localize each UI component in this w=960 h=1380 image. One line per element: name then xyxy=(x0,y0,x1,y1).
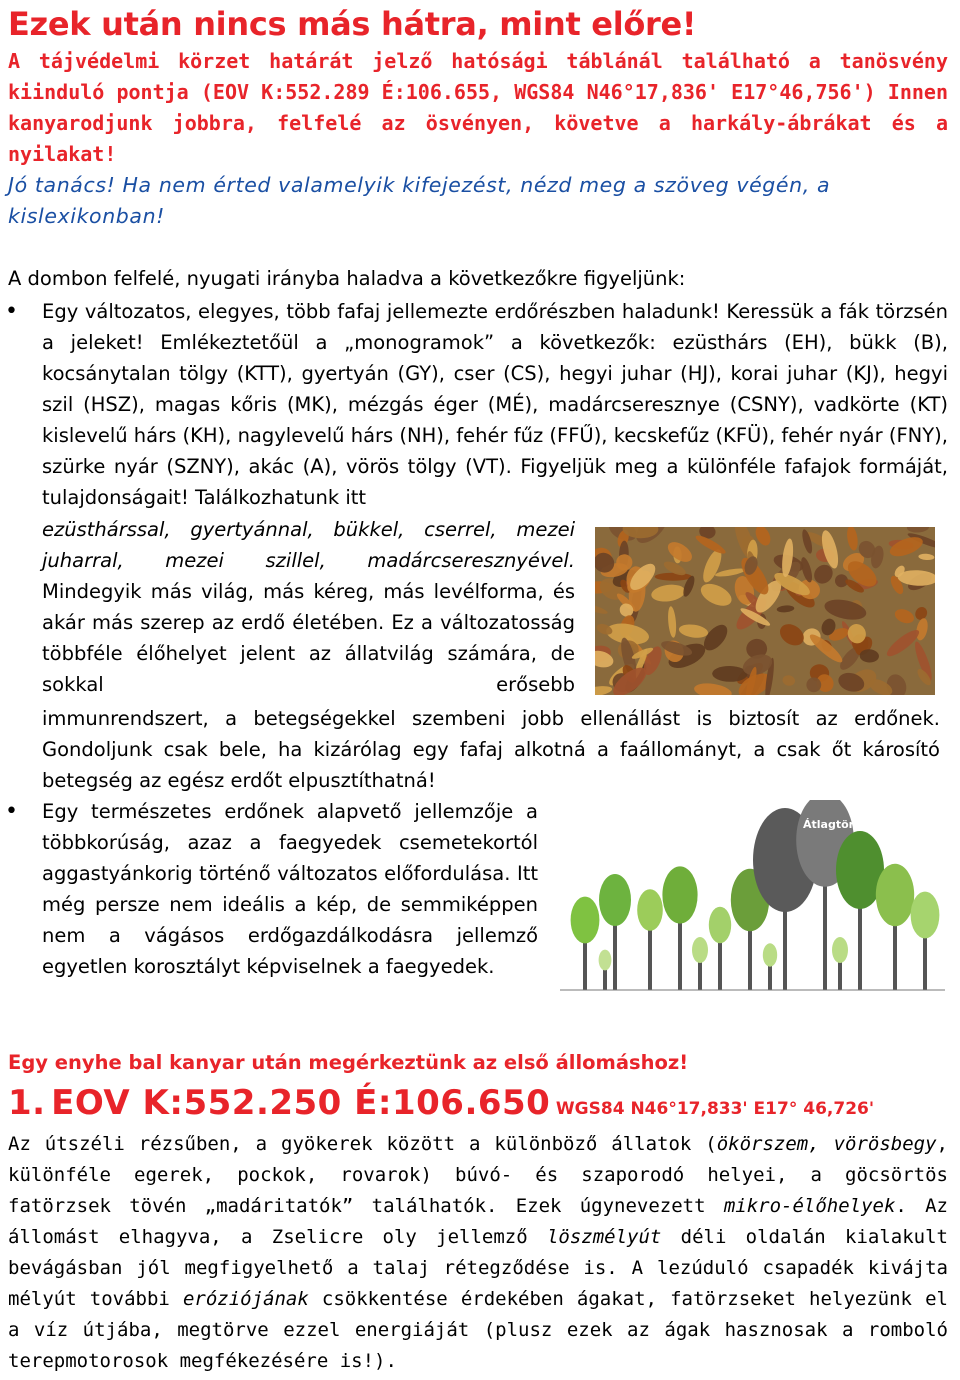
bullet1-text-part1: Egy változatos, elegyes, több fafaj jellemezte erdőrészben haladunk! Keressük a fák törzsén a jeleket! Emlékeztetőül a „monogramok” a következők: ezüsthárs (EH), bükk (B), kocsánytalan tölgy (KTT), gyertyán (GY), cser (CS), hegyi juhar (HJ), korai juhar (KJ), hegyi szil (HSZ), magas kőris (MK), mézgás éger (MÉ), madárcseresznye (CSNY), vadkörte (KT) kislevelű hárs (KH), nagylevelű hárs (NH), fehér fűz (FFŰ), kecskefűz (KFÜ), fehér nyár (FNY), szürke nyár (SZNY), akác (A), vörös tölgy (VT). Figyeljük meg a különféle fafajok formáját, tulajdonságait! Találkozhatunk itt xyxy=(42,300,948,509)
station-text-2: , különféle egerek, pockok, rovarok) búvó- és szaporodó helyei, a göcsörtös fatörzsek tövén „madáritatók” találhatók. Ezek úgynevezett xyxy=(8,1133,948,1217)
tree-names: ezüsthárssal, gyertyánnal, bükkel, cserrel, mezei juharral, mezei szillel, madárcseresznyével. xyxy=(42,518,575,572)
left-turn-note: Egy enyhe bal kanyar után megérkeztünk az első állomáshoz! xyxy=(8,1051,689,1074)
lead-text: A dombon felfelé, nyugati irányba haladva a következőkre figyeljünk: xyxy=(8,267,686,290)
intro-paragraph: A tájvédelmi körzet határát jelző hatósági táblánál található a tanösvény kiinduló pontja (EOV K:552.289 É:106.655, WGS84 N46°17,836' E17°46,756') Innen kanyarodjunk jobbra, felfelé az ösvényen, követve a harkály-ábrákat és a nyilakat! xyxy=(8,49,948,166)
station-number: 1. xyxy=(8,1083,46,1123)
page-title: Ezek után nincs más hátra, mint előre! xyxy=(8,5,697,43)
station-eov: EOV K:552.250 É:106.650 xyxy=(51,1083,551,1123)
station-wgs: WGS84 N46°17,833' E17° 46,726' xyxy=(555,1099,875,1119)
station-text-4: déli oldalán kialakult bevágásban jól megfigyelhető a talaj rétegződése is. A lezúduló csapadék kivájta mélyút további xyxy=(8,1226,948,1310)
tree-age-diagram xyxy=(560,800,945,995)
station-italic-3: löszmélyút xyxy=(546,1226,662,1248)
bullet-icon: • xyxy=(5,799,18,824)
station-italic-4: eróziójának xyxy=(182,1288,309,1310)
bullet1-text-part3: immunrendszert, a betegségekkel szembeni jobb ellenállást is biztosít az erdőnek. Gondoljunk csak bele, ha kizárólag egy fafaj alkotná a faállományt, a csak őt károsító betegség az egész erdőt elpusztíthatná! xyxy=(42,707,940,792)
bullet-list-1 xyxy=(5,296,948,513)
bullet1-text-part2: Mindegyik más világ, más kéreg, más levélforma, és akár más szerep az erdő életében. Ez a változatosság többféle élőhelyet jelent az állatvilág számára, de sokkal erősebb xyxy=(42,580,575,696)
station-text-1: Az útszéli rézsűben, a gyökerek között a különböző állatok ( xyxy=(8,1133,717,1155)
list-item xyxy=(5,796,538,982)
station-italic-1: ökörszem, vörösbegy xyxy=(716,1133,937,1155)
station-heading xyxy=(8,1081,948,1131)
bullet-icon: • xyxy=(5,299,18,324)
tip-paragraph: Jó tanács! Ha nem érted valamelyik kifejezést, nézd meg a szöveg végén, a kislexikonban! xyxy=(8,173,831,228)
station-description xyxy=(8,1129,948,1377)
tree-figure-label: Átlagtörzs xyxy=(803,818,868,831)
bullet2-text: Egy természetes erdőnek alapvető jellemzője a többkorúság, azaz a faegyedek csemetekortól aggastyánkorig történő változatos előfordulása. Itt még persze nem ideális a kép, de semmiképpen nem a vágásos erdőgazdálkodásra jellemző egyetlen korosztályt képviselnek a faegyedek. xyxy=(42,800,538,978)
list-item xyxy=(5,296,948,513)
station-text-5: csökkentése érdekében ágakat, fatörzseket helyezünk el a víz útjába, megtörve ezzel energiáját (plusz ezek az ágak hasznosak a romboló terepmotorosok megfékezésére is!). xyxy=(8,1288,948,1372)
autumn-leaves-photo xyxy=(595,527,935,695)
bullet1-wrap-block xyxy=(42,514,575,700)
station-text-3: . Az állomást elhagyva, a Zselicre oly jellemző xyxy=(8,1195,948,1248)
station-italic-2: mikro-élőhelyek xyxy=(723,1195,896,1217)
bullet-list-2 xyxy=(5,796,538,982)
